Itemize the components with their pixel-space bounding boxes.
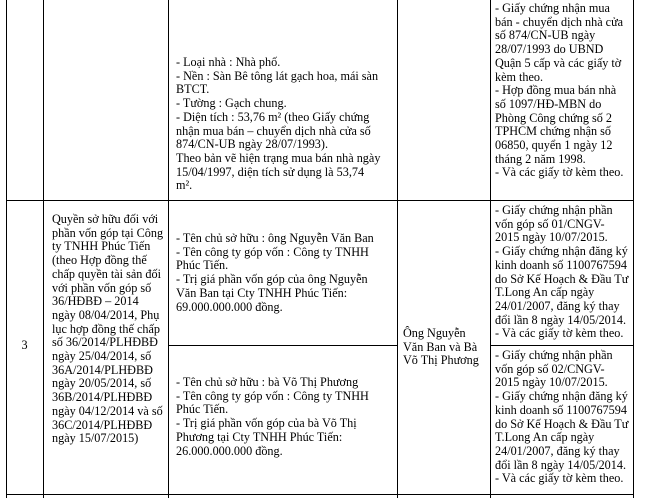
text-line: vốn góp số 02/CNGV- <box>495 361 605 376</box>
table-border-col4 <box>490 0 491 498</box>
table-border-left <box>6 0 7 498</box>
text-line: - Và các giấy tờ kèm theo. <box>495 326 624 341</box>
text-line: Văn Ban và Bà <box>403 339 478 354</box>
text-line: - Giấy chứng nhận mua <box>495 1 610 15</box>
text-line: kèm theo. <box>495 69 544 84</box>
text-line: - Loại nhà : Nhà phố. <box>176 55 281 69</box>
text-line: ngày 15/07/2015) <box>52 431 139 446</box>
text-line: - Tên chủ sở hữu : ông Nguyễn Văn Ban <box>176 231 374 245</box>
text-line: bán - chuyển dịch nhà cửa <box>495 14 624 29</box>
text-line: 36B/2014/PLHĐBĐ <box>52 390 153 405</box>
subrow-divider <box>168 345 398 346</box>
text-line: - Giấy chứng nhận phần <box>495 203 613 217</box>
row-number <box>6 339 43 353</box>
text-line: - Nền : Sàn Bê tông lát gạch hoa, mái sàn <box>176 68 379 83</box>
text-line: - Giấy chứng nhận phần <box>495 348 613 362</box>
text-line: 2015 ngày 10/07/2015. <box>495 375 608 390</box>
text-line: chấp quyền tài sản đối <box>52 266 161 281</box>
row-divider <box>6 200 634 201</box>
table-border-col2 <box>168 0 169 498</box>
text-line: Phúc Tiến. <box>176 402 229 417</box>
text-line: ngày 04/12/2014 và số <box>52 403 163 418</box>
text-line: 2015 ngày 10/07/2015. <box>495 230 608 245</box>
text-line: T.Long An cấp ngày <box>495 430 595 445</box>
text-line: số 36/2014/PLHĐBĐ <box>52 335 158 350</box>
text-line: ngày 25/04/2014, số <box>52 349 152 364</box>
text-line: số 1097/HĐ-MBN do <box>495 96 602 111</box>
table-border-right <box>633 0 634 498</box>
text-line: do Sở Kế Hoạch & Đầu Tư <box>495 271 629 286</box>
text-line: phần vốn góp tại Công <box>52 225 164 240</box>
text-line: 874/CN-UB ngày 28/07/1993). <box>176 137 328 152</box>
text-line: Văn Ban tại Cty TNHH Phúc Tiến: <box>176 285 348 300</box>
sub2-documents <box>495 349 631 486</box>
text-line: số 874/CN-UB ngày <box>495 28 596 43</box>
subrow-divider-docs <box>490 345 634 346</box>
text-line: 36C/2014/PLHĐBĐ <box>52 417 153 432</box>
text-line: với phần vốn góp số <box>52 280 152 295</box>
text-line: 36/HĐBĐ – 2014 <box>52 294 139 309</box>
text-line: 06850, quyển 1 ngày 12 <box>495 138 613 153</box>
text-line: - Tên chủ sở hữu : bà Võ Thị Phương <box>176 375 359 389</box>
text-line: ngày 08/04/2014, Phụ <box>52 307 160 322</box>
text-line: - Trị giá phần vốn góp của bà Võ Thị <box>176 416 357 431</box>
text-line: 26.000.000.000 đồng. <box>176 443 283 458</box>
text-line: - Tường : Gạch chung. <box>176 96 287 111</box>
text-line: 69.000.000.000 đồng. <box>176 299 283 314</box>
table-border-bottom <box>6 494 634 495</box>
text-line: kinh doanh số 1100767594 <box>495 257 627 272</box>
text-line: 24/01/2007, đăng ký thay <box>495 298 620 313</box>
text-line: 28/07/1993 do UBND <box>495 42 604 57</box>
row-description <box>52 213 165 446</box>
text-line: Ông Nguyễn <box>403 326 466 340</box>
sub1-documents <box>495 204 631 341</box>
sub1-ownership-details <box>176 232 394 314</box>
text-line: m². <box>176 178 193 193</box>
text-line: Quận 5 cấp và các giấy tờ <box>495 55 622 70</box>
text-line: Phúc Tiến. <box>176 258 229 273</box>
text-line: T.Long An cấp ngày <box>495 285 595 300</box>
text-line: - Giấy chứng nhận đăng ký <box>495 244 628 259</box>
prev-row-documents <box>495 2 631 180</box>
owner-names <box>403 327 489 368</box>
text-line: tháng 2 năm 1998. <box>495 151 586 166</box>
text-line: - Trị giá phần vốn góp của ông Nguyễn <box>176 272 368 287</box>
prev-row-property-details <box>176 56 392 193</box>
text-line: 15/04/1997, diện tích sử dụng là 53,74 <box>176 164 365 179</box>
text-line: - Và các giấy tờ kèm theo. <box>495 471 624 486</box>
table-border-col3 <box>397 0 398 498</box>
text-line: 24/01/2007, đăng ký thay <box>495 443 620 458</box>
text-line: đổi lần 8 ngày 14/05/2014. <box>495 312 627 327</box>
table-border-col1 <box>43 0 44 498</box>
text-line: đổi lần 8 ngày 14/05/2014. <box>495 457 627 472</box>
text-line: (theo Hợp đồng thế <box>52 253 147 268</box>
sub2-ownership-details <box>176 376 394 458</box>
text-line: - Tên công ty góp vốn : Công ty TNHH <box>176 388 369 403</box>
text-line: Võ Thị Phương <box>403 353 479 368</box>
text-line: Phương tại Cty TNHH Phúc Tiến: <box>176 429 343 444</box>
text-line: - Giấy chứng nhận đăng ký <box>495 389 628 404</box>
text-line: Theo bản vẽ hiện trạng mua bán nhà ngày <box>176 150 381 165</box>
row-number-text: 3 <box>21 338 28 352</box>
text-line: Quyền sở hữu đối với <box>52 212 159 226</box>
text-line: - Diện tích : 53,76 m² (theo Giấy chứng <box>176 109 370 124</box>
text-line: - Và các giấy tờ kèm theo. <box>495 165 624 180</box>
text-line: ty TNHH Phúc Tiến <box>52 239 151 254</box>
text-line: ngày 20/05/2014, số <box>52 376 152 391</box>
text-line: vốn góp số 01/CNGV- <box>495 216 605 231</box>
text-line: kinh doanh số 1100767594 <box>495 402 627 417</box>
text-line: - Tên công ty góp vốn : Công ty TNHH <box>176 244 369 259</box>
text-line: 36A/2014/PLHĐBĐ <box>52 362 153 377</box>
text-line: do Sở Kế Hoạch & Đầu Tư <box>495 416 629 431</box>
text-line: BTCT. <box>176 82 210 97</box>
text-line: nhận mua bán – chuyển dịch nhà cửa số <box>176 123 371 138</box>
text-line: Phòng Công chứng số 2 <box>495 110 612 125</box>
text-line: TPHCM chứng nhận số <box>495 124 611 139</box>
text-line: lục hợp đồng thế chấp <box>52 321 160 336</box>
text-line: - Hợp đồng mua bán nhà <box>495 83 617 98</box>
